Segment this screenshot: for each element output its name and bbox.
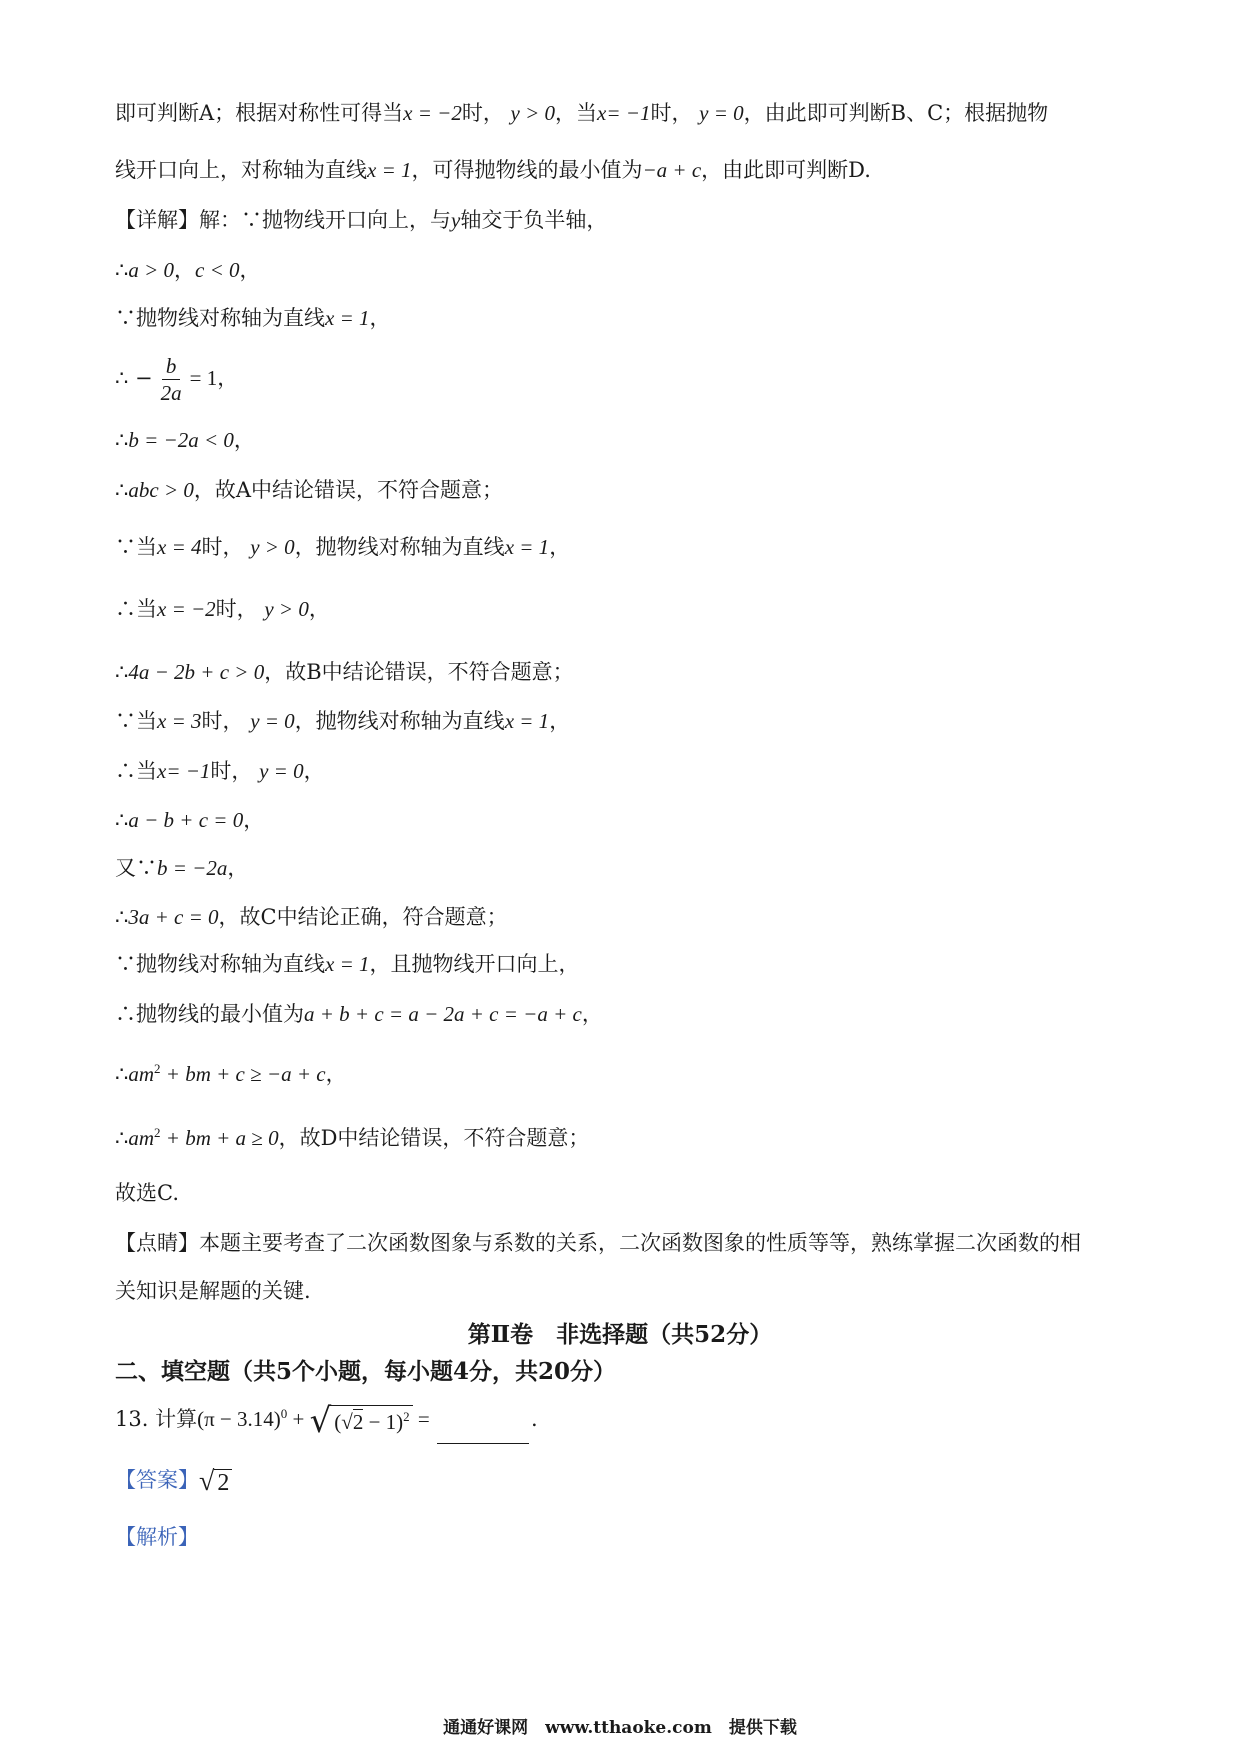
inner-radical-sign-icon: √ <box>341 1409 353 1434</box>
question-number: 13. 计算 <box>115 1407 198 1431</box>
text: 关知识是解题的关键. <box>115 1279 311 1303</box>
text: 【点睛】本题主要考查了二次函数图象与系数的关系，二次函数图象的性质等等，熟练掌握二次函数的相 <box>115 1231 1081 1255</box>
text: ， <box>227 856 249 880</box>
text-line <box>115 255 1130 285</box>
math: (π − 3.14) <box>197 1407 281 1431</box>
math: ( <box>334 1409 342 1434</box>
text-line <box>115 425 1130 455</box>
text: 时， <box>201 535 244 559</box>
math: −a + c <box>642 158 702 182</box>
math: x = 3 <box>157 709 202 733</box>
math: + <box>287 1407 310 1431</box>
math: y = 0 <box>699 101 744 125</box>
text-line <box>115 949 1130 979</box>
text: 时， <box>461 101 504 125</box>
text: ， <box>369 306 391 330</box>
text: ， <box>549 709 571 733</box>
question-13 <box>115 1394 1130 1444</box>
text: ，抛物线对称轴为直线 <box>294 709 505 733</box>
math: y = 0 <box>259 759 304 783</box>
therefore-symbol: ∴ <box>115 1126 129 1150</box>
text: ，当 <box>555 101 598 125</box>
radicand <box>331 1405 412 1438</box>
text-line <box>115 706 1130 736</box>
text: ， <box>308 597 330 621</box>
text-line <box>115 155 1130 185</box>
answer-blank <box>437 1419 529 1444</box>
answer-label: 【答案】 <box>115 1468 199 1492</box>
math: x = 1 <box>504 535 550 559</box>
therefore-symbol: ∴ <box>115 905 129 929</box>
text: 【详解】解：∵抛物线开口向上，与 <box>115 208 451 232</box>
text: 又∵ <box>115 856 157 880</box>
therefore-symbol: ∴ <box>115 478 129 502</box>
math: am <box>128 1126 155 1150</box>
text: ，且抛物线开口向上， <box>369 952 580 976</box>
math: a + b + c = a − 2a + c = −a + c <box>304 1002 582 1026</box>
analysis-line <box>115 1522 1130 1552</box>
text: ∴当 <box>115 597 157 621</box>
text-line <box>115 98 1130 128</box>
text: 时， <box>201 709 244 733</box>
math: c < 0 <box>195 258 240 282</box>
therefore-symbol: ∴ <box>115 258 129 282</box>
math: am <box>128 1062 155 1086</box>
text-line <box>115 594 1130 624</box>
text-line <box>115 853 1130 883</box>
therefore-symbol: ∴ <box>115 808 129 832</box>
radical-sign-icon: √ <box>309 1400 332 1441</box>
text: ∵当 <box>115 709 157 733</box>
text: ∵抛物线对称轴为直线 <box>115 952 325 976</box>
math: x = 1 <box>504 709 550 733</box>
section-title: 第Ⅱ卷 非选择题（共52分） <box>467 1321 773 1348</box>
part-heading: 二、填空题（共5个小题，每小题4分，共20分） <box>115 1358 617 1385</box>
exponent: 2 <box>403 1408 410 1424</box>
text-line <box>115 1276 1130 1306</box>
text: ，抛物线对称轴为直线 <box>294 535 505 559</box>
text: ，故C中结论正确，符合题意； <box>218 905 508 929</box>
text: ，故B中结论错误，不符合题意； <box>264 660 574 684</box>
math: x = 1 <box>325 306 370 330</box>
therefore-symbol: ∴ <box>115 428 129 452</box>
math: y > 0 <box>510 101 556 125</box>
exponent: 2 <box>154 1125 161 1140</box>
therefore-symbol: ∴ <box>115 660 129 684</box>
math: = 1 <box>189 366 218 390</box>
math: 4a − 2b + c > 0 <box>128 660 265 684</box>
text: ， <box>243 808 265 832</box>
text: ∴抛物线的最小值为 <box>115 1002 304 1026</box>
text: ， <box>325 1062 347 1086</box>
math: b = −2a <box>157 856 228 880</box>
text: ∵当 <box>115 535 157 559</box>
text: ，由此即可判断D. <box>701 158 871 182</box>
text: ， <box>233 428 255 452</box>
text: 线开口向上，对称轴为直线 <box>115 158 367 182</box>
text: ， <box>174 258 196 282</box>
math: x = −2 <box>157 597 216 621</box>
analysis-label: 【解析】 <box>115 1525 199 1549</box>
text: 轴交于负半轴， <box>460 208 608 232</box>
text-line <box>115 805 1130 835</box>
fraction-denominator: 2a <box>160 381 182 405</box>
exponent: 2 <box>154 1061 161 1076</box>
math: x = 1 <box>367 158 412 182</box>
math: 2 <box>352 1409 364 1434</box>
text: . <box>531 1407 538 1431</box>
math: y = 0 <box>250 709 295 733</box>
math: x = 4 <box>157 535 202 559</box>
text: ， <box>217 366 239 390</box>
math: + bm + c ≥ −a + c <box>160 1062 326 1086</box>
text: ∵抛物线对称轴为直线 <box>115 306 325 330</box>
answer-line <box>115 1460 1130 1500</box>
text: ，故D中结论错误，不符合题意； <box>278 1126 590 1150</box>
math: x = 1 <box>325 952 370 976</box>
text-line <box>115 1228 1130 1258</box>
math: = <box>412 1407 435 1431</box>
math: − 1) <box>363 1409 404 1434</box>
text-line <box>115 1123 1130 1153</box>
math: x= −1 <box>597 101 651 125</box>
text: ， <box>239 258 261 282</box>
text: ， <box>581 1002 603 1026</box>
math: y <box>451 208 461 232</box>
text-line <box>115 999 1130 1029</box>
text: ∴ − <box>115 366 153 390</box>
text-line <box>115 1059 1130 1089</box>
math: y > 0 <box>250 535 295 559</box>
math: y > 0 <box>264 597 309 621</box>
text: 故选C. <box>115 1181 179 1205</box>
math: abc > 0 <box>128 478 194 502</box>
text: ，故A中结论错误，不符合题意； <box>193 478 504 502</box>
text-line <box>115 532 1130 562</box>
text: ， <box>303 759 325 783</box>
therefore-symbol: ∴ <box>115 1062 129 1086</box>
text: ，由此即可判断B、C；根据抛物 <box>743 101 1049 125</box>
exponent: 0 <box>280 1406 288 1421</box>
fraction <box>157 353 186 406</box>
text: 即可判断A；根据对称性可得当 <box>115 101 404 125</box>
math: 3a + c = 0 <box>128 905 219 929</box>
page-footer: 通通好课网 www.tthaoke.com 提供下载 <box>443 1718 797 1738</box>
text: ， <box>549 535 571 559</box>
answer-value <box>199 1465 232 1497</box>
math: a > 0 <box>128 258 175 282</box>
fraction-numerator: b <box>162 353 181 380</box>
math: + bm + a ≥ 0 <box>160 1126 279 1150</box>
math: b = −2a < 0 <box>128 428 234 452</box>
text-line <box>115 902 1130 932</box>
text-line <box>115 475 1130 505</box>
math: x = −2 <box>403 101 462 125</box>
text-line <box>115 303 1130 333</box>
text-line <box>115 205 1130 235</box>
text: 时， <box>210 759 253 783</box>
text-line <box>115 1178 1130 1208</box>
text-line <box>115 657 1130 687</box>
text-line <box>115 348 1130 408</box>
text: 时， <box>650 101 693 125</box>
square-root <box>309 1400 413 1441</box>
text: ，可得抛物线的最小值为 <box>411 158 643 182</box>
math: x= −1 <box>157 759 211 783</box>
text: ∴当 <box>115 759 157 783</box>
text-line <box>115 756 1130 786</box>
math: a − b + c = 0 <box>128 808 244 832</box>
answer-radicand: 2 <box>214 1469 232 1496</box>
text: 时， <box>215 597 258 621</box>
radical-sign-icon: √ <box>199 1465 215 1497</box>
